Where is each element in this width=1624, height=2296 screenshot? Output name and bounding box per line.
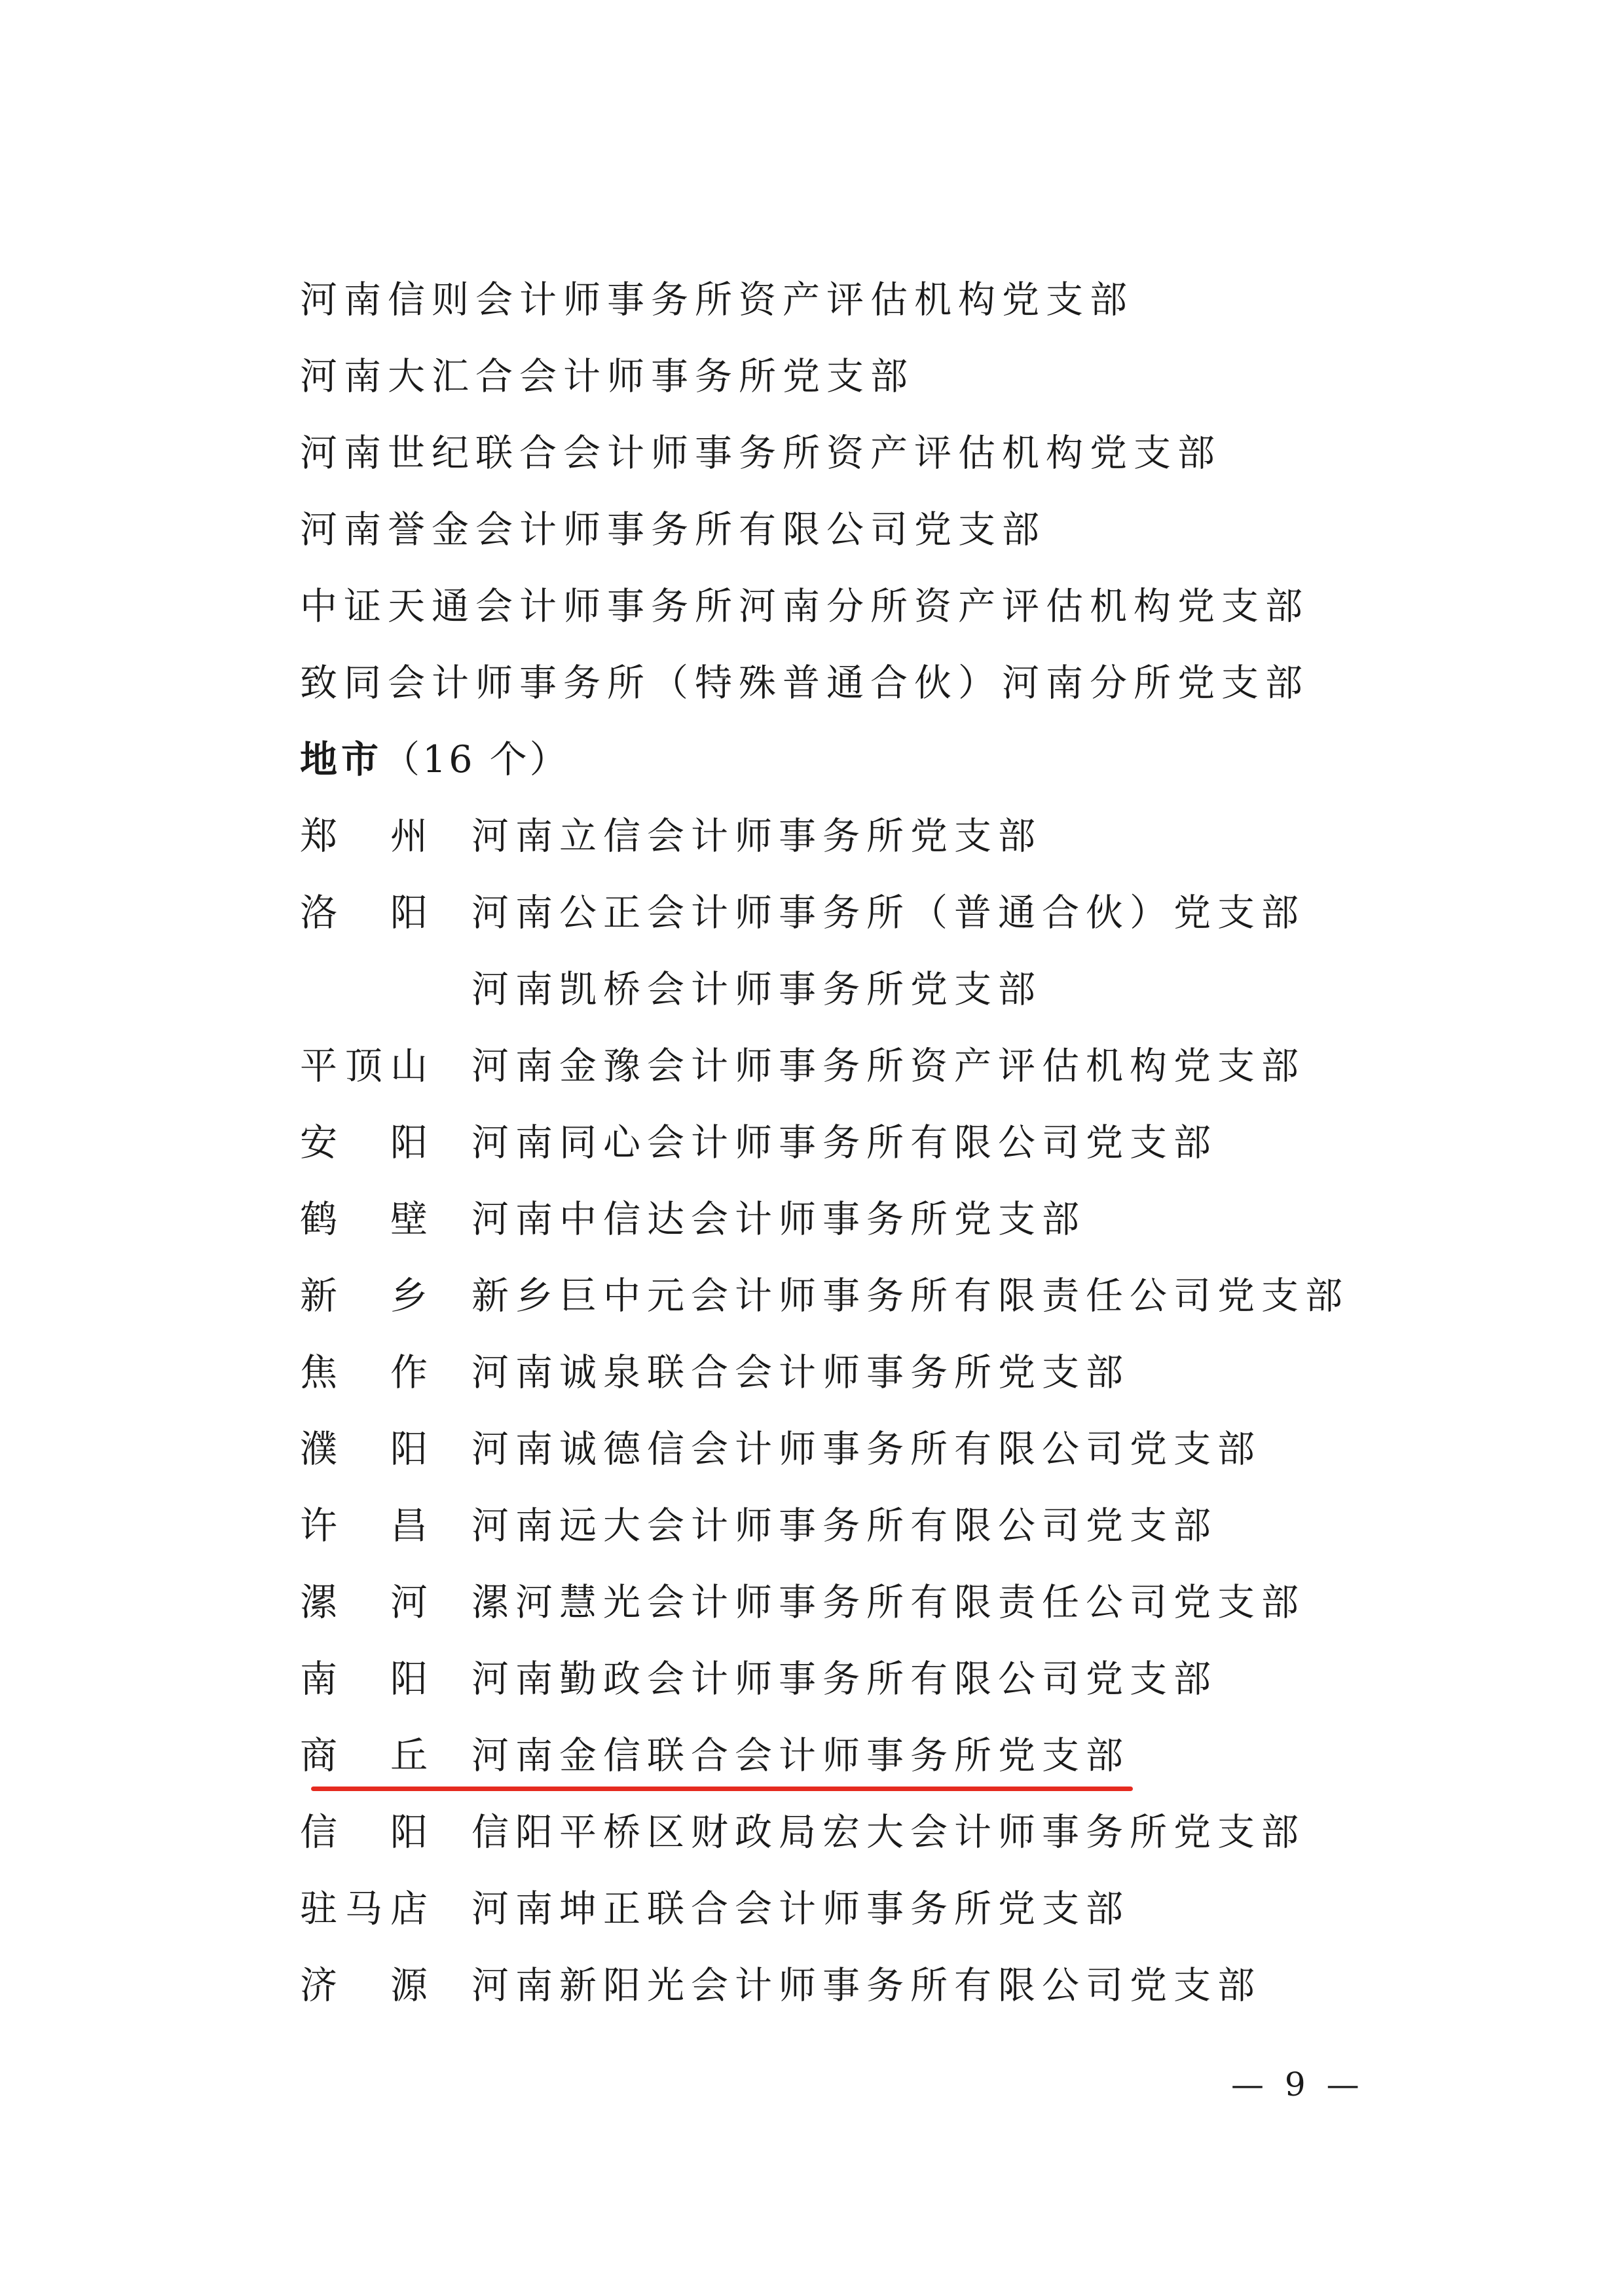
city-name xyxy=(300,1346,428,1399)
city-char: 马 xyxy=(345,1887,382,1931)
city-name xyxy=(300,887,428,939)
city-char: 顶 xyxy=(345,1045,382,1088)
firm-name: 河南公正会计师事务所（普通合伙）党支部 xyxy=(471,891,1305,935)
firm-name: 新乡巨中元会计师事务所有限责任公司党支部 xyxy=(471,1274,1349,1318)
firm-name: 河南远大会计师事务所有限公司党支部 xyxy=(471,1504,1217,1547)
section-title: 地市 xyxy=(300,738,382,781)
city-char: 商 xyxy=(300,1734,337,1777)
city-char: 许 xyxy=(300,1504,337,1547)
city-name xyxy=(300,1730,428,1782)
firm-name: 河南诚泉联合会计师事务所党支部 xyxy=(471,1351,1130,1394)
city-char: 驻 xyxy=(300,1887,337,1931)
firm-name: 河南凯桥会计师事务所党支部 xyxy=(471,968,1042,1011)
firm-name: 漯河慧光会计师事务所有限责任公司党支部 xyxy=(471,1581,1305,1624)
city-name xyxy=(300,1806,428,1859)
firm-name: 河南同心会计师事务所有限公司党支部 xyxy=(471,1121,1217,1164)
list-item: 河南世纪联合会计师事务所资产评估机构党支部 xyxy=(300,432,1221,475)
city-char: 南 xyxy=(300,1657,337,1701)
city-name xyxy=(300,1270,428,1322)
list-item: 河南誉金会计师事务所有限公司党支部 xyxy=(300,508,1046,551)
city-name xyxy=(300,1653,428,1705)
city-char: 壁 xyxy=(390,1198,428,1241)
city-char: 山 xyxy=(390,1045,428,1088)
city-char: 鹤 xyxy=(300,1198,337,1241)
city-char: 丘 xyxy=(390,1734,428,1777)
city-char: 安 xyxy=(300,1121,337,1164)
city-char: 州 xyxy=(390,815,428,858)
city-char: 信 xyxy=(300,1811,337,1854)
city-char: 作 xyxy=(390,1351,428,1394)
city-name xyxy=(300,1040,428,1092)
firm-name: 河南坤正联合会计师事务所党支部 xyxy=(471,1887,1130,1931)
city-name xyxy=(300,1576,428,1629)
city-name xyxy=(300,810,428,862)
city-char: 阳 xyxy=(390,891,428,935)
city-char: 平 xyxy=(300,1045,337,1088)
red-underline-annotation xyxy=(311,1787,1133,1791)
city-char: 新 xyxy=(300,1274,337,1318)
city-char: 店 xyxy=(390,1887,428,1931)
city-char: 济 xyxy=(300,1964,337,2007)
city-char: 阳 xyxy=(390,1428,428,1471)
city-char: 河 xyxy=(390,1581,428,1624)
firm-name: 信阳平桥区财政局宏大会计师事务所党支部 xyxy=(471,1811,1305,1854)
city-name xyxy=(300,1500,428,1552)
city-char: 阳 xyxy=(390,1811,428,1854)
page-number: — 9 — xyxy=(1231,2065,1365,2103)
city-name xyxy=(300,1117,428,1169)
list-item: 河南信则会计师事务所资产评估机构党支部 xyxy=(300,278,1134,322)
firm-name: 河南中信达会计师事务所党支部 xyxy=(471,1198,1086,1241)
city-char: 阳 xyxy=(390,1121,428,1164)
city-name xyxy=(300,1883,428,1935)
city-char: 洛 xyxy=(300,891,337,935)
section-count: （16 个） xyxy=(382,738,570,781)
firm-name: 河南勤政会计师事务所有限公司党支部 xyxy=(471,1657,1217,1701)
city-char: 乡 xyxy=(390,1274,428,1318)
city-char: 源 xyxy=(390,1964,428,2007)
city-char: 漯 xyxy=(300,1581,337,1624)
firm-name: 河南立信会计师事务所党支部 xyxy=(471,815,1042,858)
city-char: 濮 xyxy=(300,1428,337,1471)
firm-name: 河南新阳光会计师事务所有限公司党支部 xyxy=(471,1964,1261,2007)
city-char: 昌 xyxy=(390,1504,428,1547)
firm-name: 河南金信联合会计师事务所党支部 xyxy=(471,1734,1130,1777)
city-name xyxy=(300,1423,428,1475)
section-heading xyxy=(300,733,570,786)
city-name xyxy=(300,1959,428,2012)
firm-name: 河南诚德信会计师事务所有限公司党支部 xyxy=(471,1428,1261,1471)
firm-name: 河南金豫会计师事务所资产评估机构党支部 xyxy=(471,1045,1305,1088)
list-item: 中证天通会计师事务所河南分所资产评估机构党支部 xyxy=(300,585,1309,628)
city-char: 焦 xyxy=(300,1351,337,1394)
list-item: 致同会计师事务所（特殊普通合伙）河南分所党支部 xyxy=(300,661,1309,705)
city-char: 阳 xyxy=(390,1657,428,1701)
city-char: 郑 xyxy=(300,815,337,858)
list-item: 河南大汇合会计师事务所党支部 xyxy=(300,355,914,398)
city-name xyxy=(300,1193,428,1246)
